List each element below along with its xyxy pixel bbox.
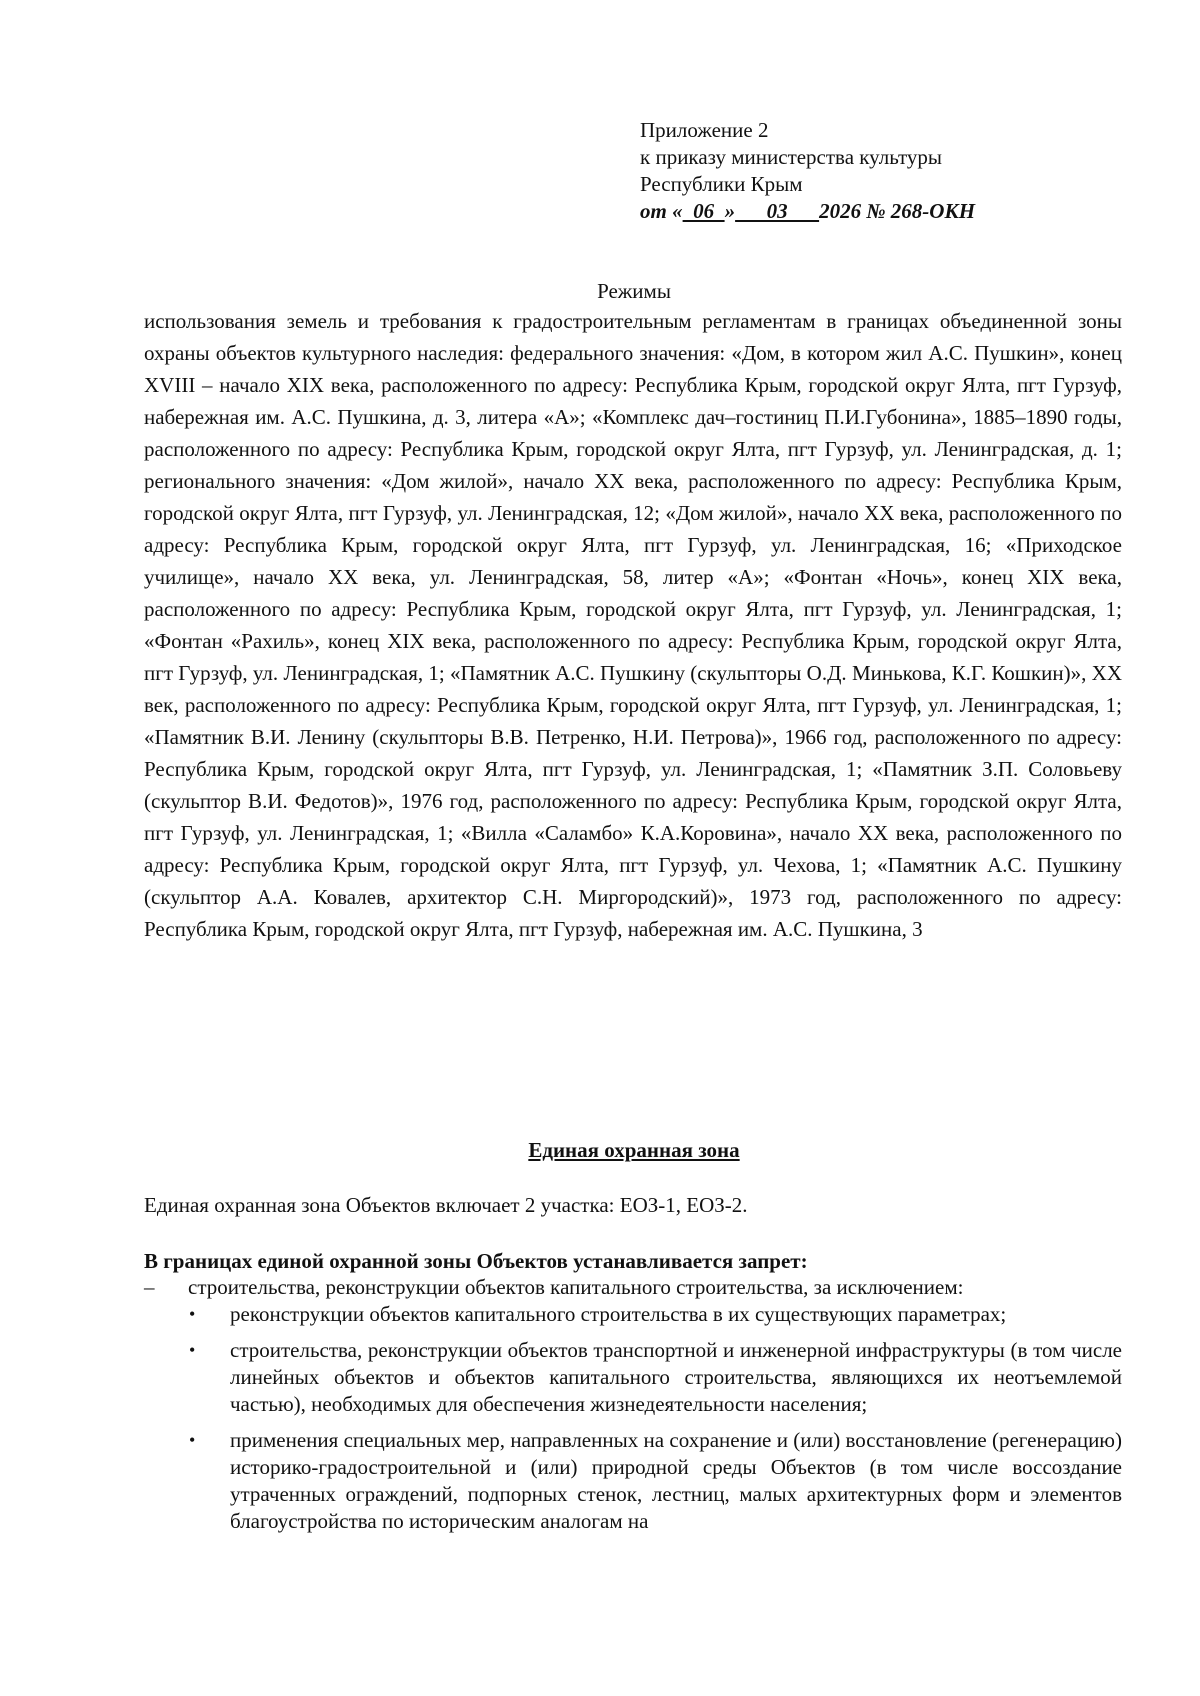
dash-marker: – bbox=[144, 1275, 155, 1299]
date-month: 03 bbox=[735, 199, 820, 223]
bullet-item bbox=[144, 1427, 1122, 1535]
appendix-republic: Республики Крым bbox=[640, 172, 803, 196]
bullet-marker: • bbox=[189, 1304, 196, 1324]
appendix-order-ref: к приказу министерства культуры bbox=[640, 145, 943, 169]
bullet-item bbox=[144, 1337, 1122, 1418]
zone-description: Единая охранная зона Объектов включает 2 участка: ЕОЗ-1, ЕОЗ-2. bbox=[144, 1193, 748, 1217]
appendix-header bbox=[640, 117, 1100, 225]
date-suffix: 2026 № 268-ОКН bbox=[819, 199, 976, 223]
appendix-date bbox=[640, 198, 1100, 225]
bullet-text: применения специальных мер, направленных на сохранение и (или) восстановление (регенерацию) историко-градостроительной и (или) природной среды Объектов (в том числе воссоздание утраченных ограждений, подпорных стенок, лестниц, малых архитектурных форм и элементов благоустройства по историческим аналогам на bbox=[230, 1428, 1122, 1533]
appendix-number: Приложение 2 bbox=[640, 118, 769, 142]
dash-item-text: строительства, реконструкции объектов капитального строительства, за исключением: bbox=[188, 1275, 964, 1299]
exception-bullet-list bbox=[144, 1301, 1122, 1544]
bullet-item bbox=[144, 1301, 1122, 1328]
regimes-title: Режимы bbox=[597, 279, 671, 303]
bullet-marker: • bbox=[189, 1340, 196, 1360]
date-prefix: от « bbox=[640, 199, 683, 223]
zone-title-text: Единая охранная зона bbox=[528, 1138, 740, 1162]
bullet-marker: • bbox=[189, 1430, 196, 1450]
regimes-intro-paragraph: использования земель и требования к градостроительным регламентам в границах объединенной зоны охраны объектов культурного наследия: федерального значения: «Дом, в котором жил А.С. Пушкин», конец XVIII – начало XIX века, расположенного по адресу: Республика Крым, городской округ Ялта, пгт Гурзуф, набережная им. А.С. Пушкина, д. 3, литера «А»; «Комплекс дач–гостиниц П.И.Губонина», 1885–1890 годы, расположенного по адресу: Республика Крым, городской округ Ялта, пгт Гурзуф, ул. Ленинградская, д. 1; регионального значения: «Дом жилой», начало XX века, расположенного по адресу: Республика Крым, городской округ Ялта, пгт Гурзуф, ул. Ленинградская, 12; «Дом жилой», начало XX века, расположенного по адресу: Республика Крым, городской округ Ялта, пгт Гурзуф, ул. Ленинградская, 16; «Приходское училище», начало XX века, ул. Ленинградская, 58, литер «А»; «Фонтан «Ночь», конец XIX века, расположенного по адресу: Республика Крым, городской округ Ялта, пгт Гурзуф, ул. Ленинградская, 1; «Фонтан «Рахиль», конец XIX века, расположенного по адресу: Республика Крым, городской округ Ялта, пгт Гурзуф, ул. Ленинградская, 1; «Памятник А.С. Пушкину (скульпторы О.Д. Минькова, К.Г. Кошкин)», XX век, расположенного по адресу: Республика Крым, городской округ Ялта, пгт Гурзуф, ул. Ленинградская, 1; «Памятник В.И. Ленину (скульпторы В.В. Петренко, Н.И. Петрова)», 1966 год, расположенного по адресу: Республика Крым, городской округ Ялта, пгт Гурзуф, ул. Ленинградская, 1; «Памятник З.П. Соловьеву (скульптор В.И. Федотов)», 1976 год, расположенного по адресу: Республика Крым, городской округ Ялта, пгт Гурзуф, ул. Ленинградская, 1; «Вилла «Саламбо» К.А.Коровина», начало XX века, расположенного по адресу: Республика Крым, городской округ Ялта, пгт Гурзуф, ул. Чехова, 1; «Памятник А.С. Пушкину (скульптор А.А. Ковалев, архитектор С.Н. Миргородский)», 1973 год, расположенного по адресу: Республика Крым, городской округ Ялта, пгт Гурзуф, набережная им. А.С. Пушкина, 3 bbox=[144, 309, 1122, 941]
date-day: 06 bbox=[682, 199, 725, 223]
date-mid: » bbox=[724, 199, 736, 223]
bullet-text: строительства, реконструкции объектов транспортной и инженерной инфраструктуры (в том числе линейных объектов и объектов капитального строительства, являющихся их неотъемлемой частью), необходимых для обеспечения жизнедеятельности населения; bbox=[230, 1338, 1122, 1416]
ban-title: В границах единой охранной зоны Объектов устанавливается запрет: bbox=[144, 1249, 808, 1273]
zone-title bbox=[0, 1137, 1200, 1164]
bullet-text: реконструкции объектов капитального строительства в их существующих параметрах; bbox=[230, 1302, 1007, 1326]
